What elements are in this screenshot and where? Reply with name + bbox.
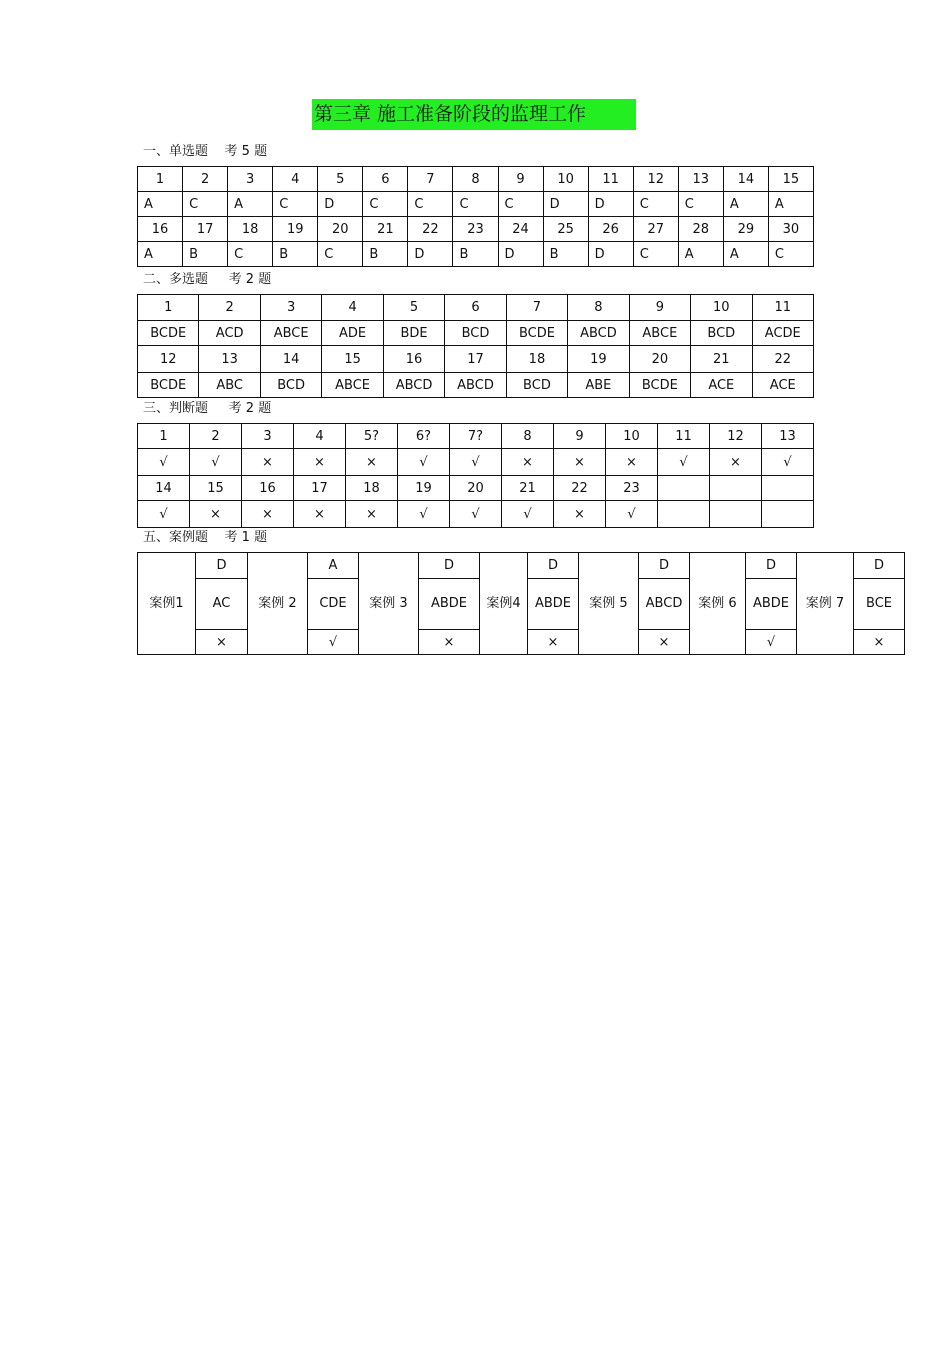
answer-cell: D	[318, 192, 363, 217]
answer-cell: B	[183, 242, 228, 267]
answer-cell: ×	[242, 449, 294, 476]
answer-cell: √	[502, 501, 554, 528]
case-label-cell: 案例 5	[579, 553, 639, 655]
answer-cell: √	[138, 449, 190, 476]
answer-cell: ×	[554, 501, 606, 528]
answer-cell	[710, 501, 762, 528]
question-number-cell: 13	[762, 424, 814, 449]
question-number-cell: 28	[678, 217, 723, 242]
case-answer-cell: ABDE	[528, 579, 579, 630]
question-number-cell: 21	[502, 476, 554, 501]
true-false-table	[137, 423, 814, 528]
answer-cell: BCDE	[138, 321, 199, 346]
answer-cell: ADE	[322, 321, 383, 346]
case-answer-cell: ×	[854, 630, 905, 655]
answer-cell: ×	[294, 501, 346, 528]
answer-cell: D	[588, 242, 633, 267]
case-answer-cell: AC	[196, 579, 248, 630]
question-number-cell: 1	[138, 424, 190, 449]
question-number-cell: 20	[450, 476, 502, 501]
question-number-cell	[658, 476, 710, 501]
question-number-cell: 27	[633, 217, 678, 242]
question-number-cell: 11	[752, 295, 813, 321]
question-number-cell: 4	[273, 167, 318, 192]
answer-cell: ACDE	[752, 321, 813, 346]
question-number-cell: 6	[445, 295, 506, 321]
answer-cell: ABE	[568, 373, 629, 398]
answer-cell: √	[762, 449, 814, 476]
case-label-cell: 案例 6	[690, 553, 746, 655]
question-number-cell: 24	[498, 217, 543, 242]
table-row	[138, 346, 814, 373]
answer-cell: BCDE	[506, 321, 567, 346]
question-number-cell: 1	[138, 295, 199, 321]
page-title: 第三章 施工准备阶段的监理工作	[312, 99, 636, 130]
case-answer-cell: ABCD	[639, 579, 690, 630]
question-number-cell: 20	[629, 346, 690, 373]
section-heading-single: 一、单选题 考 5 题	[143, 144, 268, 159]
question-number-cell: 8	[502, 424, 554, 449]
answer-cell: ×	[242, 501, 294, 528]
case-label-cell: 案例1	[138, 553, 196, 655]
question-number-cell: 7	[408, 167, 453, 192]
question-number-cell: 3	[260, 295, 321, 321]
answer-cell: BCD	[445, 321, 506, 346]
answer-cell: ×	[190, 501, 242, 528]
answer-cell: ACD	[199, 321, 260, 346]
answer-cell: ×	[606, 449, 658, 476]
table-row	[138, 476, 814, 501]
question-number-cell: 2	[190, 424, 242, 449]
question-number-cell: 15	[768, 167, 813, 192]
answer-cell: BCD	[506, 373, 567, 398]
answer-cell: A	[768, 192, 813, 217]
question-number-cell: 12	[138, 346, 199, 373]
answer-cell: C	[453, 192, 498, 217]
answer-cell: D	[588, 192, 633, 217]
answer-cell: A	[228, 192, 273, 217]
question-number-cell: 14	[723, 167, 768, 192]
answer-cell: C	[318, 242, 363, 267]
case-answer-cell: D	[196, 553, 248, 579]
question-number-cell: 8	[568, 295, 629, 321]
answer-cell: C	[633, 192, 678, 217]
answer-cell: C	[183, 192, 228, 217]
multi-choice-table	[137, 294, 814, 398]
answer-cell: √	[398, 501, 450, 528]
question-number-cell: 5?	[346, 424, 398, 449]
answer-cell: BCDE	[629, 373, 690, 398]
question-number-cell: 17	[294, 476, 346, 501]
answer-cell: A	[138, 192, 183, 217]
table-row	[138, 373, 814, 398]
answer-cell: ×	[294, 449, 346, 476]
question-number-cell: 2	[199, 295, 260, 321]
question-number-cell: 18	[346, 476, 398, 501]
table-row	[138, 192, 814, 217]
answer-cell: BCDE	[138, 373, 199, 398]
answer-cell: √	[450, 501, 502, 528]
answer-cell: ABCD	[445, 373, 506, 398]
table-row	[138, 295, 814, 321]
question-number-cell: 6	[363, 167, 408, 192]
answer-cell: C	[408, 192, 453, 217]
case-answer-cell: D	[528, 553, 579, 579]
question-number-cell: 18	[228, 217, 273, 242]
table-row	[138, 167, 814, 192]
case-answer-cell: A	[308, 553, 359, 579]
answer-cell: D	[498, 242, 543, 267]
question-number-cell: 5	[383, 295, 444, 321]
answer-cell: C	[633, 242, 678, 267]
answer-cell: A	[138, 242, 183, 267]
case-answer-cell: ABDE	[419, 579, 480, 630]
question-number-cell: 2	[183, 167, 228, 192]
case-answer-cell: ×	[419, 630, 480, 655]
answer-cell: C	[678, 192, 723, 217]
question-number-cell: 26	[588, 217, 633, 242]
question-number-cell: 10	[543, 167, 588, 192]
question-number-cell: 15	[190, 476, 242, 501]
table-row	[138, 424, 814, 449]
case-answer-cell: CDE	[308, 579, 359, 630]
question-number-cell: 11	[588, 167, 633, 192]
case-answer-cell: D	[854, 553, 905, 579]
answer-cell: ABCD	[568, 321, 629, 346]
case-answer-cell: D	[746, 553, 797, 579]
question-number-cell: 12	[710, 424, 762, 449]
question-number-cell: 15	[322, 346, 383, 373]
answer-cell: ×	[502, 449, 554, 476]
answer-cell: ABCE	[260, 321, 321, 346]
question-number-cell: 5	[318, 167, 363, 192]
question-number-cell: 9	[498, 167, 543, 192]
question-number-cell: 1	[138, 167, 183, 192]
question-number-cell: 20	[318, 217, 363, 242]
case-answer-cell: ×	[196, 630, 248, 655]
question-number-cell: 29	[723, 217, 768, 242]
question-number-cell: 17	[183, 217, 228, 242]
table-row	[138, 321, 814, 346]
question-number-cell: 9	[629, 295, 690, 321]
question-number-cell: 14	[138, 476, 190, 501]
answer-cell	[658, 501, 710, 528]
question-number-cell: 11	[658, 424, 710, 449]
question-number-cell: 30	[768, 217, 813, 242]
case-answer-cell: √	[308, 630, 359, 655]
answer-cell: ACE	[691, 373, 752, 398]
case-answer-cell: ×	[639, 630, 690, 655]
answer-cell: C	[768, 242, 813, 267]
answer-cell: ABCD	[383, 373, 444, 398]
question-number-cell: 10	[606, 424, 658, 449]
question-number-cell: 3	[242, 424, 294, 449]
answer-cell: B	[363, 242, 408, 267]
answer-cell: D	[408, 242, 453, 267]
answer-cell: BCD	[260, 373, 321, 398]
question-number-cell: 14	[260, 346, 321, 373]
question-number-cell: 3	[228, 167, 273, 192]
answer-cell: C	[228, 242, 273, 267]
case-answer-cell: BCE	[854, 579, 905, 630]
case-answer-cell: D	[419, 553, 480, 579]
section-heading-case: 五、案例题 考 1 题	[143, 530, 268, 545]
question-number-cell: 17	[445, 346, 506, 373]
case-answer-cell: D	[639, 553, 690, 579]
question-number-cell: 23	[453, 217, 498, 242]
question-number-cell: 21	[691, 346, 752, 373]
question-number-cell: 13	[678, 167, 723, 192]
answer-cell: A	[678, 242, 723, 267]
table-row	[138, 242, 814, 267]
question-number-cell: 4	[294, 424, 346, 449]
question-number-cell: 12	[633, 167, 678, 192]
table-row	[138, 553, 905, 579]
case-label-cell: 案例 3	[359, 553, 419, 655]
question-number-cell: 25	[543, 217, 588, 242]
answer-cell: √	[398, 449, 450, 476]
case-label-cell: 案例 2	[248, 553, 308, 655]
question-number-cell: 23	[606, 476, 658, 501]
answer-cell: ACE	[752, 373, 813, 398]
question-number-cell: 19	[398, 476, 450, 501]
table-row	[138, 217, 814, 242]
answer-cell	[762, 501, 814, 528]
question-number-cell: 10	[691, 295, 752, 321]
case-answer-cell: ABDE	[746, 579, 797, 630]
question-number-cell	[710, 476, 762, 501]
answer-cell: BCD	[691, 321, 752, 346]
question-number-cell: 16	[383, 346, 444, 373]
answer-cell: ×	[554, 449, 606, 476]
question-number-cell: 16	[138, 217, 183, 242]
answer-cell: B	[543, 242, 588, 267]
section-heading-judge: 三、判断题 考 2 题	[143, 401, 272, 416]
answer-cell: ×	[346, 449, 398, 476]
question-number-cell: 22	[408, 217, 453, 242]
question-number-cell: 9	[554, 424, 606, 449]
answer-cell: ABCE	[629, 321, 690, 346]
case-study-table	[137, 552, 905, 655]
case-answer-cell: ×	[528, 630, 579, 655]
question-number-cell: 13	[199, 346, 260, 373]
answer-cell: ABC	[199, 373, 260, 398]
question-number-cell: 6?	[398, 424, 450, 449]
question-number-cell	[762, 476, 814, 501]
answer-cell: BDE	[383, 321, 444, 346]
question-number-cell: 19	[273, 217, 318, 242]
answer-cell: ×	[346, 501, 398, 528]
answer-cell: √	[190, 449, 242, 476]
answer-cell: ×	[710, 449, 762, 476]
question-number-cell: 22	[752, 346, 813, 373]
single-choice-table	[137, 166, 814, 267]
answer-cell: C	[498, 192, 543, 217]
question-number-cell: 18	[506, 346, 567, 373]
answer-cell: √	[606, 501, 658, 528]
question-number-cell: 16	[242, 476, 294, 501]
answer-cell: C	[363, 192, 408, 217]
table-row	[138, 449, 814, 476]
case-label-cell: 案例 7	[797, 553, 854, 655]
answer-cell: B	[453, 242, 498, 267]
question-number-cell: 22	[554, 476, 606, 501]
question-number-cell: 19	[568, 346, 629, 373]
question-number-cell: 7	[506, 295, 567, 321]
answer-cell: √	[658, 449, 710, 476]
case-label-cell: 案例4	[480, 553, 528, 655]
table-row	[138, 501, 814, 528]
question-number-cell: 4	[322, 295, 383, 321]
answer-cell: B	[273, 242, 318, 267]
question-number-cell: 7?	[450, 424, 502, 449]
answer-cell: A	[723, 192, 768, 217]
section-heading-multi: 二、多选题 考 2 题	[143, 272, 272, 287]
answer-cell: √	[138, 501, 190, 528]
answer-cell: A	[723, 242, 768, 267]
answer-cell: √	[450, 449, 502, 476]
question-number-cell: 21	[363, 217, 408, 242]
answer-cell: D	[543, 192, 588, 217]
question-number-cell: 8	[453, 167, 498, 192]
answer-cell: ABCE	[322, 373, 383, 398]
case-answer-cell: √	[746, 630, 797, 655]
answer-cell: C	[273, 192, 318, 217]
